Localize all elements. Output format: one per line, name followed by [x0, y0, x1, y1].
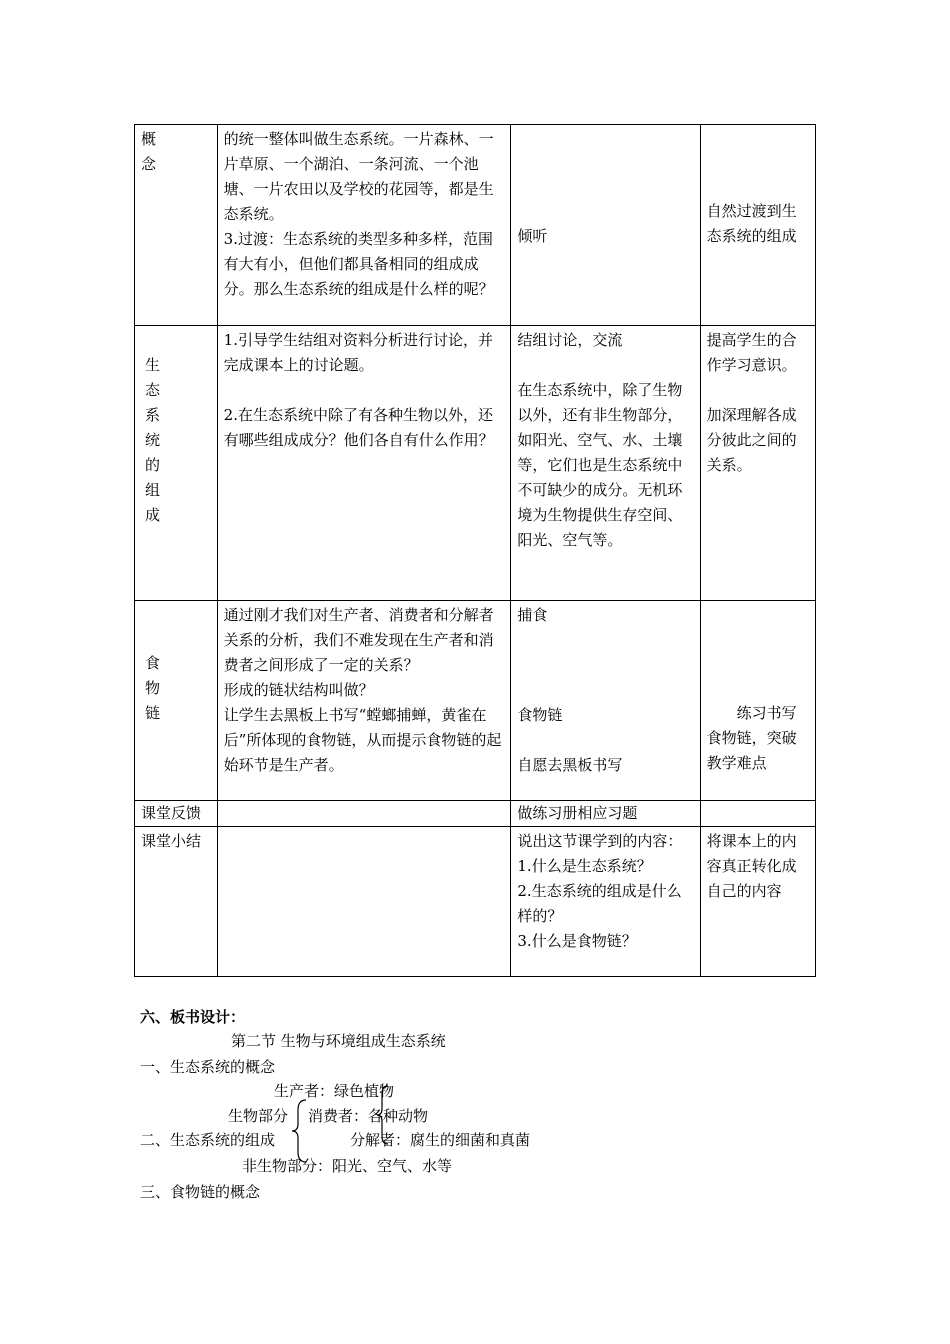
- design-intent: 自然过渡到生态系统的组成: [700, 125, 815, 326]
- brace-outer-icon: [290, 1098, 310, 1164]
- student-activity: 捕食 食物链 自愿去黑板书写: [511, 601, 700, 801]
- row-label: 生 态 系 统 的 组 成: [135, 326, 218, 601]
- table-row: [135, 326, 816, 601]
- row-label: 课堂小结: [135, 827, 218, 977]
- board-line-foodchain: 三、食物链的概念: [140, 1183, 261, 1201]
- design-intent: 练习书写食物链，突破教学难点: [700, 601, 815, 801]
- board-decomposer: 分解者：腐生的细菌和真菌: [350, 1131, 531, 1149]
- table-row: [135, 125, 816, 326]
- table-row: [135, 801, 816, 827]
- board-producer: 生产者：绿色植物: [274, 1082, 395, 1100]
- teacher-activity: [217, 827, 511, 977]
- teacher-activity: 1.引导学生结组对资料分析进行讨论，并完成课本上的讨论题。 2.在生态系统中除了有各种生物以外，还有哪些组成成分？他们各自有什么作用？: [217, 326, 511, 601]
- board-line-concept: 一、生态系统的概念: [140, 1058, 276, 1076]
- row-label: 课堂反馈: [135, 801, 218, 827]
- section-heading: 六、板书设计：: [140, 1008, 246, 1026]
- student-activity: 说出这节课学到的内容：1.什么是生态系统？ 2.生态系统的组成是什么样的？ 3.什么是食物链？: [511, 827, 700, 977]
- row-label: 概 念: [135, 125, 218, 326]
- teacher-activity: 通过刚才我们对生产者、消费者和分解者关系的分析，我们不难发现在生产者和消费者之间形成了一定的关系？ 形成的链状结构叫做？ 让学生去黑板上书写“螳螂捕蝉，黄雀在后”所体现的食物链，从而提示食物链的起始环节是生产者。: [217, 601, 511, 801]
- row-label: 食 物 链: [135, 601, 218, 801]
- teacher-activity: [217, 801, 511, 827]
- design-intent: [700, 801, 815, 827]
- board-bio-part: 生物部分: [228, 1107, 289, 1125]
- board-consumer: 消费者：各种动物: [308, 1107, 429, 1125]
- student-activity: 做练习册相应习题: [511, 801, 700, 827]
- design-intent: 提高学生的合作学习意识。 加深理解各成分彼此之间的关系。: [700, 326, 815, 601]
- lesson-plan-table: [134, 124, 816, 977]
- table-row: [135, 827, 816, 977]
- board-line-composition: 二、生态系统的组成: [140, 1131, 276, 1149]
- design-intent: 将课本上的内容真正转化成自己的内容: [700, 827, 815, 977]
- teacher-activity: 的统一整体叫做生态系统。一片森林、一片草原、一个湖泊、一条河流、一个池塘、一片农田以及学校的花园等，都是生态系统。 3.过渡：生态系统的类型多种多样，范围有大有小，但他们都具备相同的组成成分。那么生态系统的组成是什么样的呢？: [217, 125, 511, 326]
- brace-inner-icon: [376, 1084, 390, 1146]
- board-title: 第二节 生物与环境组成生态系统: [231, 1032, 446, 1050]
- board-nonbio: 非生物部分：阳光、空气、水等: [242, 1157, 453, 1175]
- student-activity: 倾听: [511, 125, 700, 326]
- student-activity: 结组讨论，交流 在生态系统中，除了生物以外，还有非生物部分，如阳光、空气、水、土壤等，它们也是生态系统中不可缺少的成分。无机环境为生物提供生存空间、阳光、空气等。: [511, 326, 700, 601]
- table-row: [135, 601, 816, 801]
